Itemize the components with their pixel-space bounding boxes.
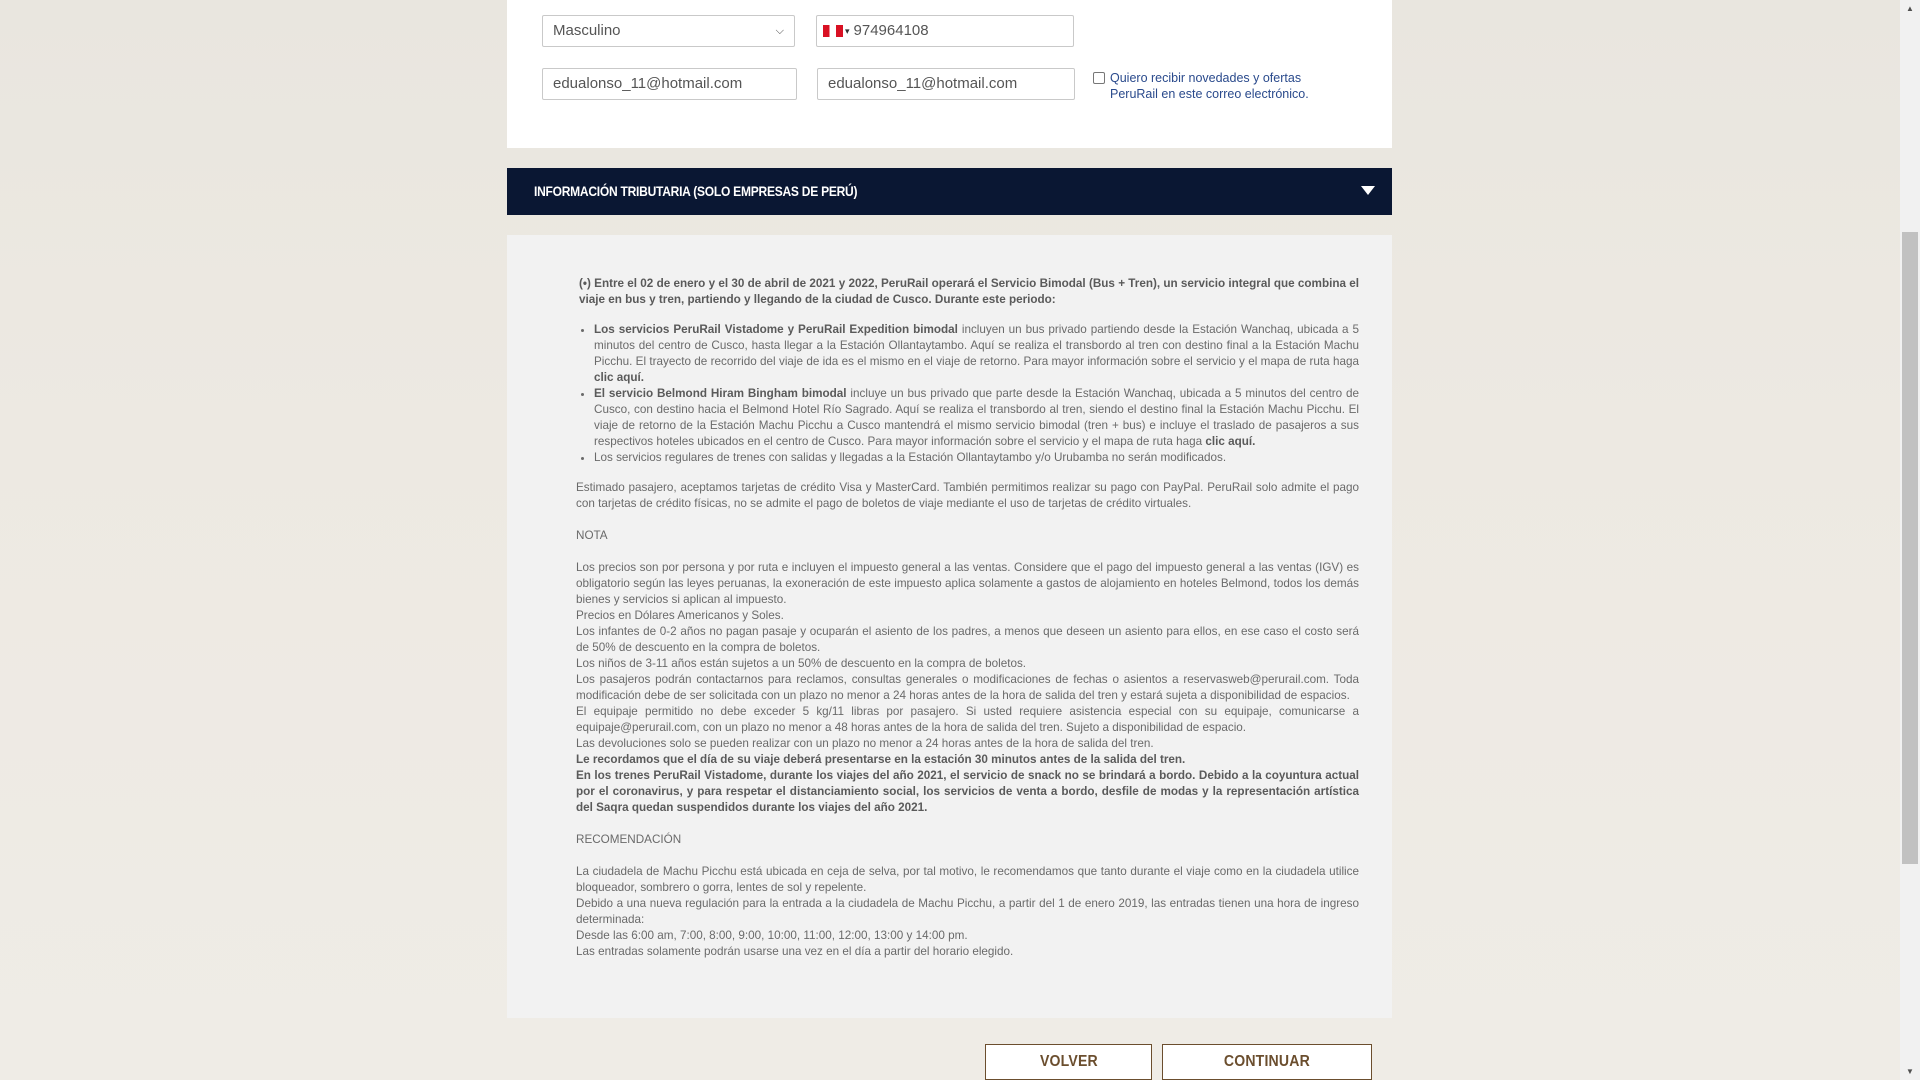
caret-down-icon[interactable]: ▾ [845, 26, 850, 37]
nota-line: Los pasajeros podrán contactarnos para reclamos, consultas generales o modificaciones de fechas o asientos a reservasweb@perurail.com. Toda modificación debe de ser solicitada con un plazo no menor a 24 horas antes de la hora de salida del tren y estará sujeta a disponibilidad de espacios. [576, 673, 1359, 702]
nota-line: Los infantes de 0-2 años no pagan pasaje y ocuparán el asiento de los padres, a menos que deseen un asiento para ellos, en ese caso el costo será de 50% de descuento en la compra de boletos. [576, 625, 1359, 654]
route-map-link[interactable]: clic aquí. [1205, 435, 1256, 448]
recommendation-line: Desde las 6:00 am, 7:00, 8:00, 9:00, 10:00, 11:00, 12:00, 13:00 y 14:00 pm. [576, 929, 968, 942]
info-content [576, 276, 1359, 960]
tax-info-title: INFORMACIÓN TRIBUTARIA (SOLO EMPRESAS DE PERÚ) [534, 183, 858, 199]
bimodal-list [576, 322, 1359, 466]
gender-value: Masculino [553, 22, 621, 39]
phone-value: 974964108 [853, 22, 929, 39]
scroll-down-icon[interactable]: ▼ [1906, 1067, 1914, 1076]
bullet1-bold: Los servicios PeruRail Vistadome y PeruRail Expedition bimodal [594, 323, 958, 336]
bullet2-bold: El servicio Belmond Hiram Bingham bimodal [594, 387, 847, 400]
gender-select[interactable] [542, 15, 795, 47]
list-item [594, 450, 1359, 466]
scroll-up-icon[interactable]: ▲ [1906, 4, 1914, 13]
continue-button[interactable] [1162, 1044, 1372, 1080]
nota-bold: En los trenes PeruRail Vistadome, durante los viajes del año 2021, el servicio de snack no se brindará a bordo. Debido a la coyuntura actual por el coronavirus, y para respetar el distanciamiento social, los servicios de venta a bordo, desfile de modas y la representación artística del Saqra quedan suspendidos durante los viajes del año 2021. [576, 769, 1359, 814]
nota-heading: NOTA [576, 529, 608, 542]
nota-bold: Le recordamos que el día de su viaje deberá presentarse en la estación 30 minutos antes de la salida del tren. [576, 753, 1186, 766]
bimodal-intro: (•) Entre el 02 de enero y el 30 de abril de 2021 y 2022, PeruRail operará el Servicio Bimodal (Bus + Tren), un servicio integral que combina el viaje en bus y tren, partiendo y llegando de la ciudad de Cusco. Durante este periodo: [579, 277, 1359, 306]
list-item [594, 322, 1359, 386]
back-button-label: VOLVER [1039, 1053, 1098, 1070]
payment-text: Estimado pasajero, aceptamos tarjetas de crédito Visa y MasterCard. También permitimos realizar su pago con PayPal. PeruRail solo admite el pago con tarjetas de crédito físicas, no se admite el pago de boletos de viaje mediante el uso de tarjetas de crédito virtuales. [576, 481, 1359, 510]
scrollbar-thumb[interactable] [1902, 232, 1918, 864]
tax-info-header[interactable] [507, 168, 1392, 215]
recommendation-line: La ciudadela de Machu Picchu está ubicada en ceja de selva, por tal motivo, le recomendamos que tanto durante el viaje como en la ciudadela utilice bloqueador, sombrero o gorra, lentes de sol y repelente. [576, 865, 1359, 894]
recommendation-heading: RECOMENDACIÓN [576, 833, 682, 846]
email-field[interactable] [542, 68, 797, 100]
phone-field[interactable] [816, 15, 1074, 47]
expand-caret-icon[interactable] [1361, 186, 1375, 195]
list-item [594, 386, 1359, 450]
nota-line: El equipaje permitido no debe exceder 5 kg/11 libras por pasajero. Si usted requiere asistencia especial con su equipaje, comunicarse a equipaje@perurail.com, con un plazo no menor a 48 horas antes de la hora de salida del tren. Sujeto a disponibilidad de espacio. [576, 705, 1359, 734]
email-confirm-field[interactable] [817, 68, 1075, 100]
info-panel [507, 235, 1392, 1018]
nota-line: Precios en Dólares Americanos y Soles. [576, 609, 784, 622]
chevron-down-icon: ⌵ [775, 25, 784, 37]
bullet3-text: Los servicios regulares de trenes con salidas y llegadas a la Estación Ollantaytambo y/o Urubamba no serán modificados. [594, 451, 1227, 464]
recommendation-line: Debido a una nueva regulación para la entrada a la ciudadela de Machu Picchu, a partir del 1 de enero 2019, las entradas tienen una hora de ingreso determinada: [576, 897, 1359, 926]
nota-line: Los niños de 3-11 años están sujetos a un 50% de descuento en la compra de boletos. [576, 657, 1027, 670]
route-map-link[interactable]: clic aquí. [594, 371, 645, 384]
page-scrollbar[interactable] [1900, 0, 1920, 1080]
peru-flag-icon[interactable] [823, 25, 843, 37]
newsletter-label[interactable]: Quiero recibir novedades y ofertas PeruRail en este correo electrónico. [1110, 71, 1309, 101]
nota-line: Las devoluciones solo se pueden realizar con un plazo no menor a 24 horas antes de la hora de salida del tren. [576, 737, 1154, 750]
bullet2-text: incluye un bus privado que parte desde la Estación Wanchaq, ubicada a 5 minutos del centro de Cusco, con destino hacia el Belmond Hotel Río Sagrado. Aquí se realiza el transbordo al tren, siendo el destino final la Estación Machu Picchu. El viaje de retorno de la Estación Machu Picchu a Cusco mantendrá el mismo servicio bimodal (tren + bus) e incluye el traslado de pasajeros a sus respectivos hoteles ubicados en el centro de Cusco. Para mayor información sobre el servicio y el mapa de ruta haga [594, 387, 1359, 448]
email-confirm-value: edualonso_11@hotmail.com [828, 75, 1018, 92]
continue-button-label: CONTINUAR [1223, 1053, 1311, 1070]
recommendation-line: Las entradas solamente podrán usarse una vez en el día a partir del horario elegido. [576, 945, 1014, 958]
newsletter-checkbox[interactable] [1093, 72, 1105, 84]
nota-line: Los precios son por persona y por ruta e incluyen el impuesto general a las ventas. Considere que el pago del impuesto general a las ventas (IGV) es obligatorio según las leyes peruanas, la exoneración de este impuesto aplica solamente a gastos de alojamiento en hoteles Belmond, todos los demás bienes y servicios si aplican al impuesto. [576, 561, 1359, 606]
back-button[interactable] [985, 1044, 1152, 1080]
bullet1-text: incluyen un bus privado partiendo desde la Estación Wanchaq, ubicada a 5 minutos del centro de Cusco, hasta llegar a la Estación Ollantaytambo. Aquí se realiza el transbordo al tren con destino final a la Estación Machu Picchu. El trayecto de recorrido del viaje de ida es el mismo en el viaje de retorno. Para mayor información sobre el servicio y el mapa de ruta haga [594, 323, 1359, 368]
email-value: edualonso_11@hotmail.com [553, 75, 743, 92]
